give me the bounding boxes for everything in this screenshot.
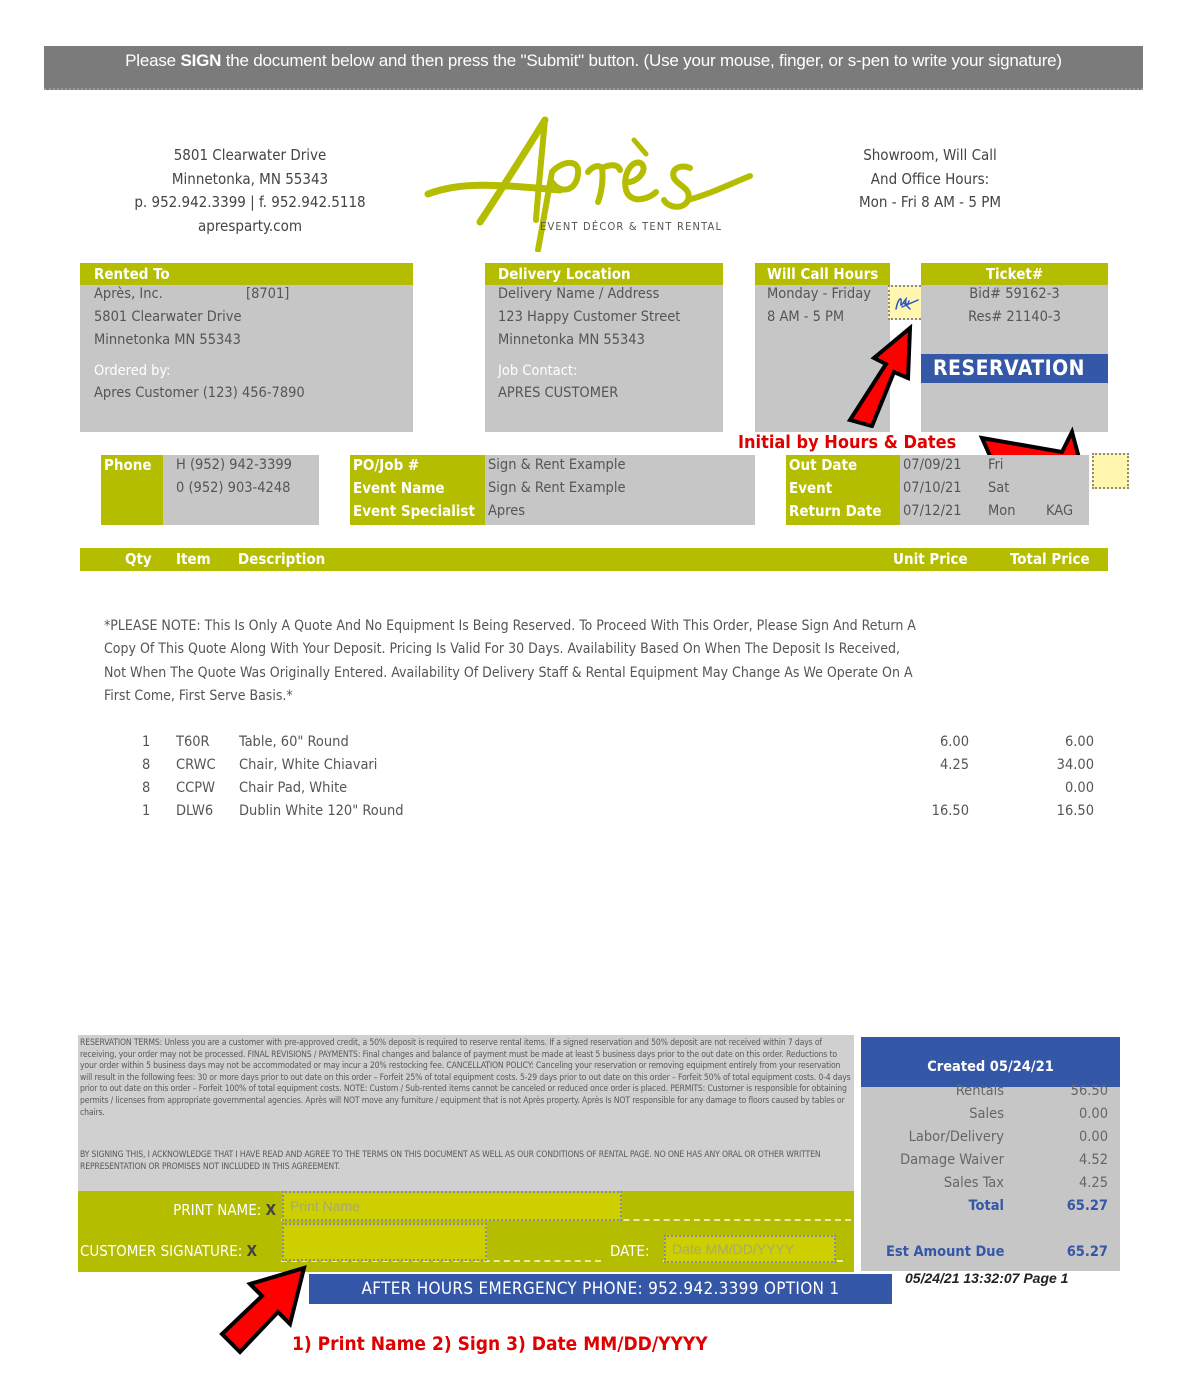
sales-label: Sales (969, 1106, 1004, 1122)
print-name-input[interactable] (282, 1191, 622, 1221)
out-date-label: Out Date (789, 456, 858, 474)
dates-panel (786, 455, 1089, 525)
row-unit: 16.50 (931, 803, 969, 819)
sales-tax-label: Sales Tax (943, 1175, 1004, 1191)
return-date-value: 07/12/21 (903, 503, 962, 519)
signature-x-mark: X (246, 1242, 258, 1260)
will-call-days: Monday - Friday (767, 286, 871, 302)
po-value: Sign & Rent Example (488, 457, 626, 473)
row-item: CCPW (176, 780, 215, 796)
signing-steps-hint: 1) Print Name 2) Sign 3) Date MM/DD/YYYY (292, 1333, 708, 1355)
rented-to-city: Minnetonka MN 55343 (94, 332, 241, 348)
dates-initial-field[interactable] (1092, 453, 1129, 489)
row-item: T60R (176, 734, 210, 750)
col-unit-price: Unit Price (893, 550, 968, 568)
rented-to-panel (80, 263, 413, 432)
event-name-label: Event Name (353, 479, 445, 497)
address-website: apresparty.com (197, 216, 302, 235)
rented-to-street: 5801 Clearwater Drive (94, 309, 242, 325)
row-qty: 1 (142, 803, 151, 819)
date-label: DATE: (610, 1242, 650, 1260)
sign-instruction-banner (44, 46, 1143, 90)
row-description: Chair Pad, White (239, 780, 348, 796)
company-address (100, 144, 400, 238)
customer-signature-label: CUSTOMER SIGNATURE: X (80, 1242, 258, 1260)
totals-panel (861, 1037, 1120, 1271)
will-call-title: Will Call Hours (755, 263, 890, 285)
rented-to-name: Après, Inc. (94, 286, 163, 302)
job-contact-value: APRES CUSTOMER (498, 385, 619, 401)
ticket-title: Ticket# (921, 263, 1108, 285)
print-name-label: PRINT NAME: X (173, 1201, 276, 1219)
date-input[interactable] (664, 1235, 836, 1263)
row-item: CRWC (176, 757, 216, 773)
col-description: Description (238, 550, 326, 568)
est-amount-due-value: 65.27 (1066, 1244, 1108, 1260)
total-label: Total (968, 1198, 1004, 1214)
phone-panel (101, 455, 319, 525)
ticket-panel (921, 263, 1108, 432)
event-specialist-label: Event Specialist (353, 502, 475, 520)
sales-value: 0.00 (1078, 1106, 1108, 1122)
row-unit: 6.00 (939, 734, 969, 750)
row-unit: 4.25 (939, 757, 969, 773)
phone-other: 0 (952) 903-4248 (176, 480, 291, 496)
row-description: Table, 60" Round (239, 734, 349, 750)
initial-hint-label: Initial by Hours & Dates (738, 432, 957, 453)
delivery-location-panel (485, 263, 723, 432)
signature-block (78, 1191, 854, 1272)
table-row (0, 731, 1200, 754)
print-timestamp: 05/24/21 13:32:07 Page 1 (905, 1270, 1069, 1286)
return-date-label: Return Date (789, 502, 882, 520)
col-total-price: Total Price (1010, 550, 1090, 568)
delivery-street: 123 Happy Customer Street (498, 309, 681, 325)
items-table-header (80, 548, 1108, 571)
print-x-mark: X (265, 1201, 276, 1219)
hours-line-1: Showroom, Will Call (863, 146, 997, 164)
rented-to-account: [8701] (246, 286, 290, 302)
hours-line-3: Mon - Fri 8 AM - 5 PM (859, 193, 1001, 211)
date-placeholder: Date MM/DD/YYYY (672, 1241, 795, 1257)
labor-delivery-label: Labor/Delivery (908, 1129, 1004, 1145)
rented-to-title: Rented To (80, 263, 413, 285)
col-item: Item (176, 550, 211, 568)
row-total: 34.00 (1056, 757, 1094, 773)
event-info-panel (350, 455, 755, 525)
event-specialist-value: Apres (488, 503, 526, 519)
banner-post: the document below and then press the "Submit" button. (Use your mouse, finger, or s-pen to write your signature) (221, 51, 1062, 70)
delivery-title: Delivery Location (485, 263, 723, 285)
phone-home: H (952) 942-3399 (176, 457, 292, 473)
table-row (0, 800, 1200, 823)
row-qty: 8 (142, 780, 151, 796)
row-total: 6.00 (1064, 734, 1094, 750)
row-qty: 8 (142, 757, 151, 773)
arrow-to-hours-initial-icon (838, 320, 928, 428)
delivery-city: Minnetonka MN 55343 (498, 332, 645, 348)
po-label: PO/Job # (353, 456, 420, 474)
est-amount-due-label: Est Amount Due (886, 1244, 1005, 1260)
row-total: 16.50 (1056, 803, 1094, 819)
address-street: 5801 Clearwater Drive (173, 146, 327, 164)
row-qty: 1 (142, 734, 151, 750)
reservation-status-badge: RESERVATION (921, 354, 1108, 383)
out-date-value: 07/09/21 (903, 457, 962, 473)
total-value: 65.27 (1066, 1198, 1108, 1214)
ordered-by-value: Apres Customer (123) 456-7890 (94, 385, 305, 401)
hours-line-2: And Office Hours: (870, 169, 990, 188)
sales-tax-value: 4.25 (1078, 1175, 1108, 1191)
damage-waiver-value: 4.52 (1078, 1152, 1108, 1168)
customer-signature-pad[interactable] (282, 1223, 487, 1261)
terms-acknowledge: BY SIGNING THIS, I ACKNOWLEDGE THAT I HAVE READ AND AGREE TO THE TERMS ON THIS DOCUMENT AS WELL AS OUR CONDITIONS OF RENTAL PAGE. NO ONE HAS ANY ORAL OR OTHER WRITTEN REPRESENTATION OR PROMISES NOT INCLUDED IN THIS AGREEMENT. (80, 1150, 821, 1172)
banner-pre: Please (125, 51, 181, 70)
specialist-initials: KAG (1046, 503, 1074, 519)
banner-bold: SIGN (180, 51, 222, 70)
bid-number: Bid# 59162-3 (969, 286, 1060, 302)
office-hours (820, 144, 1040, 215)
reservation-terms (78, 1035, 854, 1191)
res-number: Res# 21140-3 (968, 309, 1061, 325)
rentals-value: 56.50 (1070, 1083, 1108, 1099)
print-name-placeholder: Print Name (290, 1198, 361, 1214)
row-total: 0.00 (1064, 780, 1094, 796)
row-description: Chair, White Chiavari (239, 757, 378, 773)
event-date-label: Event (789, 479, 833, 497)
emergency-phone-banner: AFTER HOURS EMERGENCY PHONE: 952.942.3399 OPTION 1 (309, 1274, 892, 1304)
row-description: Dublin White 120" Round (239, 803, 404, 819)
event-date-day: Sat (988, 480, 1010, 496)
will-call-hours: 8 AM - 5 PM (767, 309, 845, 325)
initial-signature-icon (890, 287, 922, 318)
hours-initial-field[interactable] (888, 285, 924, 320)
phone-label: Phone (104, 456, 152, 474)
table-row (0, 777, 1200, 800)
quote-note: *PLEASE NOTE: This Is Only A Quote And No Equipment Is Being Reserved. To Proceed With This Order, Please Sign And Return A Copy Of This Quote Along With Your Deposit. Pricing Is Valid For 30 Days. Availability Based On When The Deposit Is Received, Not When The Quote Was Originally Entered. Availability Of Delivery Staff & Rental Equipment May Change As We Operate On A First Come, First Serve Basis.* (104, 618, 916, 704)
delivery-line1: Delivery Name / Address (498, 286, 660, 302)
labor-delivery-value: 0.00 (1078, 1129, 1108, 1145)
logo-tagline: EVENT DÉCOR & TENT RENTAL (540, 220, 723, 233)
address-phone: p. 952.942.3399 | f. 952.942.5118 (134, 193, 366, 211)
event-name-value: Sign & Rent Example (488, 480, 626, 496)
event-date-value: 07/10/21 (903, 480, 962, 496)
created-date: Created 05/24/21 (861, 1037, 1120, 1087)
out-date-day: Fri (988, 457, 1004, 473)
table-row (0, 754, 1200, 777)
job-contact-label: Job Contact: (498, 363, 578, 379)
rentals-label: Rentals (955, 1083, 1004, 1099)
address-city: Minnetonka, MN 55343 (171, 169, 329, 188)
return-date-day: Mon (988, 503, 1016, 519)
ordered-by-label: Ordered by: (94, 363, 171, 379)
row-item: DLW6 (176, 803, 214, 819)
damage-waiver-label: Damage Waiver (900, 1152, 1004, 1168)
col-qty: Qty (125, 550, 152, 568)
terms-text: RESERVATION TERMS: Unless you are a customer with pre-approved credit, a 50% deposit is required to reserve rental items. If a signed reservation and 50% deposit are not received within 7 days of receiving, your order may not be processed. FINAL REVISIONS / PAYMENTS: Final changes and balance of payment must be made at least 5 business days prior to the out date on this order. Reductions to your order within 5 business days may not be accommodated or may incur a 20% restocking fee. CANCELLATION POLICY: Canceling your reservation or removing equipment entirely from your reservation will result in the following fees: 30 or more days prior to out date on this order – Forfeit 25% of total equipment costs. 5-29 days prior to out date on this order – Forfeit 50% of total equipment costs. 0-4 days prior to out date on this order – Forfeit 100% of total equipment costs. NOTE: Custom / Sub-rented items cannot be canceled or reduced once order is placed. PERMITS: Customer is responsible for obtaining permits / licenses from appropriate governmental agencies. Après will NOT move any furniture / equipment that is not Après property. Après Is NOT responsible for any damage to floors caused by tables or chairs. (80, 1038, 851, 1118)
